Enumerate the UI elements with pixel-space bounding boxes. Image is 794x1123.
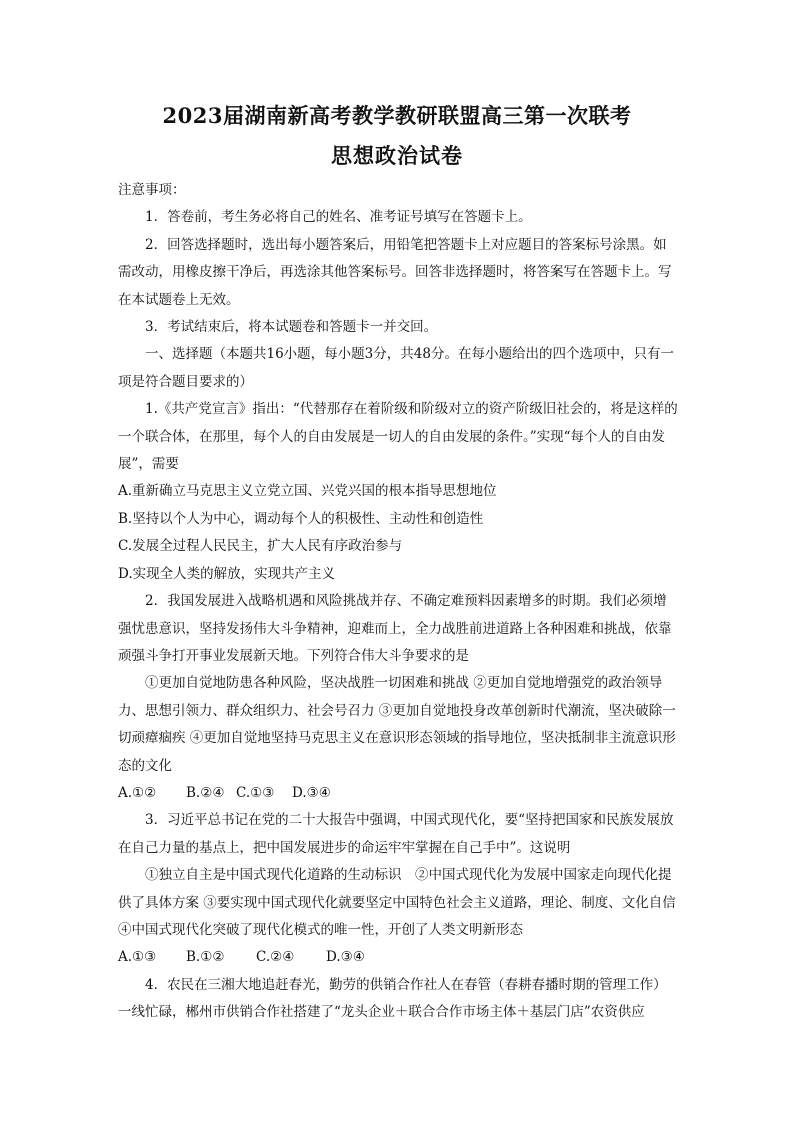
notice-heading: 注意事项： — [118, 182, 186, 198]
exam-content — [118, 177, 678, 1027]
notice-item-2: 2．回答选择题时，选出每小题答案后，用铅笔把答题卡上对应题目的答案标号涂黑。如需改动，用橡皮擦干净后，再选涂其他答案标号。回答非选择题时，将答案写在答题卡上。写在本试题卷上无效。 — [118, 236, 672, 308]
question-2-choice-c: C.①③ — [236, 784, 275, 801]
question-2-choice-b: B.②④ — [186, 784, 225, 801]
question-2-choice-d: D.③④ — [292, 784, 331, 801]
question-3-stem: 3．习近平总书记在党的二十大报告中强调，中国式现代化，要“坚持把国家和民族发展放在自己力量的基点上，把中国发展进步的命运牢牢掌握在自己手中”。这说明 — [118, 812, 674, 856]
question-1-stem: 1.《共产党宣言》指出：“代替那存在着阶级和阶级对立的资产阶级旧社会的，将是这样的一个联合体，在那里，每个人的自由发展是一切人的自由发展的条件。”实现“每个人的自由发展”，需要 — [118, 401, 678, 473]
question-2-stem: 2．我国发展进入战略机遇和风险挑战并存、不确定难预料因素增多的时期。我们必须增强忧患意识，坚持发扬伟大斗争精神，迎难而上，全力战胜前进道路上各种困难和挑战，依靠顽强斗争打开事业发展新天地。下列符合伟大斗争要求的是 — [118, 593, 672, 664]
question-2-choice-a: A.①② — [118, 784, 157, 801]
question-3-choice-d: D.③④ — [326, 949, 365, 966]
question-3-choice-b: B.①② — [186, 949, 225, 966]
question-3-choice-c: C.②④ — [256, 949, 295, 966]
exam-title: 2023届湖南新高考教学教研联盟高三第一次联考 — [162, 103, 632, 128]
exam-subject: 思想政治试卷 — [331, 143, 463, 168]
question-1-option-b: B.坚持以个人为中心，调动每个人的积极性、主动性和创造性 — [118, 510, 484, 527]
question-2-choices — [118, 780, 678, 807]
question-1-option-c: C.发展全过程人民民主，扩大人民有序政治参与 — [118, 538, 403, 555]
question-1-option-a: A.重新确立马克思主义立党立国、兴党兴国的根本指导思想地位 — [118, 483, 497, 500]
question-4-stem: 4．农民在三湘大地追赶春光，勤劳的供销合作社人在春管（春耕春播时期的管理工作）一线忙碌，郴州市供销合作社搭建了“龙头企业＋联合合作市场主体＋基层门店”农资供应 — [118, 976, 667, 1021]
notice-item-1: 1．答卷前，考生务必将自己的姓名、准考证号填写在答题卡上。 — [145, 209, 532, 226]
question-3-statements: ①独立自主是中国式现代化道路的生动标识 ②中国式现代化为发展中国家走向现代化提供了具体方案 ③要实现中国式现代化就要坚定中国特色社会主义道路，理论、制度、文化自信④中国式现代化突破了现代化模式的唯一性，开创了人类文明新形态 — [118, 867, 676, 938]
question-1-option-d: D.实现全人类的解放，实现共产主义 — [118, 565, 336, 582]
question-3-choice-a: A.①③ — [118, 949, 157, 966]
question-2-statements: ①更加自觉地防患各种风险，坚决战胜一切困难和挑战 ②更加自觉地增强党的政治领导力、思想引领力、群众组织力、社会号召力 ③更加自觉地投身改革创新时代潮流，坚决破除一切顽瘴痼疾 ④更加自觉地坚持马克思主义在意识形态领域的指导地位，坚决抵制非主流意识形态的文化 — [118, 675, 676, 774]
question-3-choices — [118, 944, 678, 971]
notice-item-3: 3．考试结束后，将本试题卷和答题卡一并交回。 — [145, 319, 438, 336]
section-heading: 一、选择题（本题共16小题，每小题3分，共48分。在每小题给出的四个选项中，只有一项是符合题目要求的） — [118, 346, 674, 390]
